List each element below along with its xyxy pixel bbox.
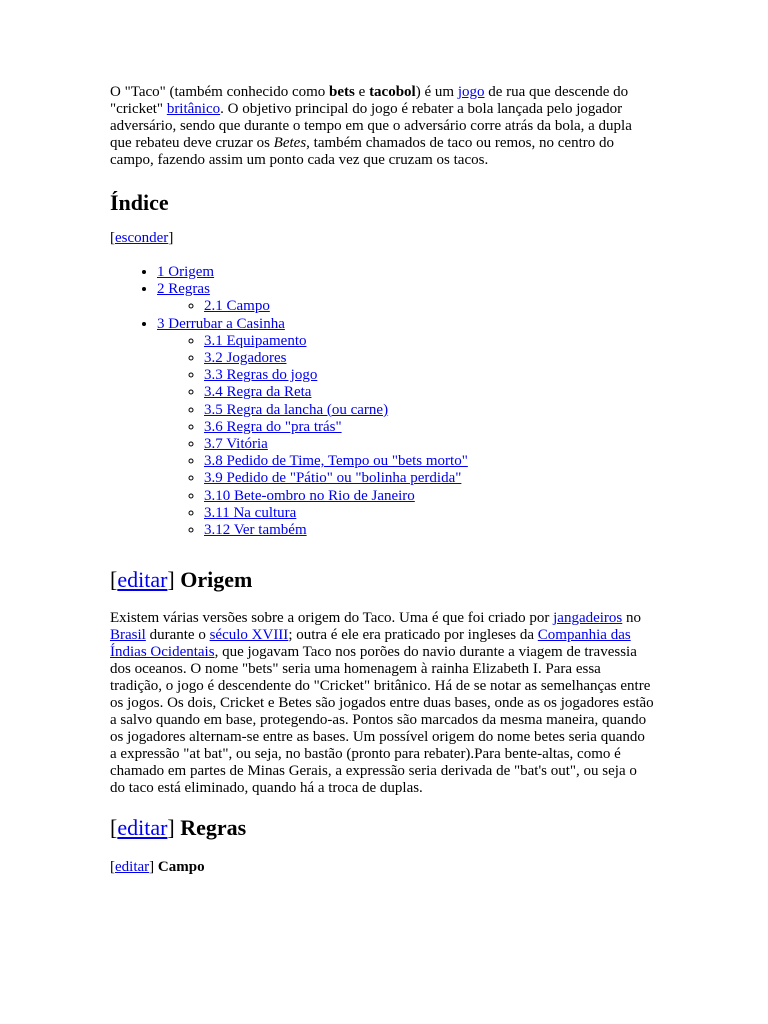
toc-link[interactable]: 3.4 Regra da Reta — [204, 384, 312, 401]
link-jangadeiros[interactable]: jangadeiros — [553, 610, 623, 627]
toc-link[interactable]: 3.5 Regra da lancha (ou carne) — [204, 401, 389, 418]
origem-text: Existem várias versões sobre a origem do Taco. Uma é que foi criado por — [110, 610, 554, 627]
intro-text: . O objetivo principal do jogo é rebater a bola lançada pelo jogador adversário, sendo que durante o tempo em que o adversário corre atrás da bola, a dupla que rebateu deve cruzar os — [110, 101, 632, 151]
toc-link[interactable]: 2.1 Campo — [204, 298, 270, 315]
intro-bold-bets: bets — [329, 84, 355, 100]
bracket: [ — [110, 859, 115, 876]
intro-paragraph — [110, 84, 655, 169]
link-seculo-xviii[interactable]: século XVIII — [209, 627, 289, 644]
section-title: Origem — [174, 567, 253, 593]
toc-subitem — [204, 333, 655, 350]
intro-bold-tacobol: tacobol — [369, 84, 416, 100]
toc-link[interactable]: 3.2 Jogadores — [204, 350, 287, 367]
toc-subitem — [204, 350, 655, 367]
origem-text: durante o — [145, 627, 210, 644]
bracket: ] — [167, 815, 175, 841]
link-companhia[interactable]: Companhia das Índias Ocidentais — [110, 627, 631, 661]
intro-text: ) é um — [415, 84, 458, 100]
bracket: ] — [168, 230, 174, 246]
toc-hide-link[interactable]: esconder — [115, 230, 169, 246]
toc-subitem — [204, 367, 655, 384]
toc-subitem — [204, 470, 655, 487]
intro-text: , também chamados de taco ou remos, no centro do campo, fazendo assim um ponto cada vez que cruzam os tacos. — [110, 135, 614, 168]
toc-subitem — [204, 522, 655, 539]
toc-link[interactable]: 3.6 Regra do "pra trás" — [204, 418, 342, 435]
toc-link[interactable]: 1 Origem — [157, 264, 215, 280]
bracket: [ — [110, 567, 118, 593]
toc-toggle — [110, 230, 655, 247]
toc-link[interactable]: 3.1 Equipamento — [204, 332, 307, 349]
toc-link[interactable]: 3 Derrubar a Casinha — [157, 315, 285, 332]
toc-subitem — [204, 488, 655, 505]
toc-subitem — [204, 505, 655, 522]
intro-text: e — [354, 84, 370, 100]
toc-item-derrubar — [157, 316, 655, 540]
section-title: Regras — [174, 815, 247, 841]
toc-subitem — [204, 384, 655, 401]
toc-link[interactable]: 2 Regras — [157, 281, 210, 298]
section-heading-origem — [110, 567, 655, 593]
origem-text: ; outra é ele era praticado por ingleses da — [288, 627, 538, 644]
origem-paragraph — [110, 610, 655, 797]
toc-sublist — [157, 333, 655, 539]
toc-subitem — [204, 436, 655, 453]
link-jogo[interactable]: jogo — [457, 84, 485, 100]
toc-item-regras — [157, 281, 655, 315]
bracket: ] — [167, 567, 175, 593]
toc-link[interactable]: 3.3 Regras do jogo — [204, 367, 318, 384]
toc-item-origem — [157, 264, 655, 281]
subsection-title: Campo — [154, 859, 205, 876]
toc-title: Índice — [110, 190, 169, 215]
toc-item-campo — [204, 298, 655, 315]
edit-bracket-group — [110, 567, 175, 592]
link-brasil[interactable]: Brasil — [110, 627, 146, 644]
toc-subitem — [204, 419, 655, 436]
origem-text: , que jogavam Taco nos porões do navio durante a viagem de travessia dos oceanos. O nome "bets" seria uma homenagem à rainha Elizabeth I. Para essa tradição, o jogo é descendente do "Cricket" britânico. Há de se notar as semelhanças entre os jogos. Os dois, Cricket e Betes são jogados entre duas bases, onde as os jogadores estão a salvo quando em base, protegendo-as. Pontos são marcados da mesma maneira, quando os jogadores alternam-se entre as bases. Um possível origem do nome betes seria quando a expressão "at bat", ou seja, no bastão (pronto para rebater).Para bente-altas, como é chamado em partes de Minas Gerais, a expressão seria derivada de "bat's out", ou seja o do taco está eliminado, quando há a troca de duplas. — [110, 644, 654, 797]
edit-link[interactable]: editar — [117, 815, 168, 841]
edit-bracket-group — [110, 859, 154, 875]
intro-italic-betes: Betes — [273, 135, 307, 151]
subsection-heading-campo — [110, 858, 655, 876]
toc-link[interactable]: 3.11 Na cultura — [204, 504, 297, 521]
bracket: ] — [149, 859, 155, 876]
toc-link[interactable]: 3.10 Bete-ombro no Rio de Janeiro — [204, 487, 415, 504]
bracket: [ — [110, 230, 115, 246]
section-heading-regras — [110, 815, 655, 841]
toc-link[interactable]: 3.9 Pedido de "Pátio" ou "bolinha perdida" — [204, 470, 462, 487]
edit-bracket-group — [110, 815, 175, 840]
link-britanico[interactable]: britânico — [166, 101, 221, 117]
origem-text: no — [622, 610, 642, 627]
bracket: [ — [110, 815, 118, 841]
toc-subitem — [204, 453, 655, 470]
toc-list — [110, 264, 655, 539]
toc-subitem — [204, 402, 655, 419]
article-content — [110, 84, 655, 876]
intro-text: de rua que descende do "cricket" — [110, 84, 629, 117]
intro-text: O "Taco" (também conhecido como — [110, 84, 330, 100]
toc-link[interactable]: 3.12 Ver também — [204, 522, 307, 539]
edit-link[interactable]: editar — [115, 859, 150, 876]
toc-sublist — [157, 298, 655, 315]
edit-link[interactable]: editar — [117, 567, 168, 593]
toc-link[interactable]: 3.8 Pedido de Time, Tempo ou "bets morto" — [204, 453, 468, 470]
toc-link[interactable]: 3.7 Vitória — [204, 436, 268, 453]
